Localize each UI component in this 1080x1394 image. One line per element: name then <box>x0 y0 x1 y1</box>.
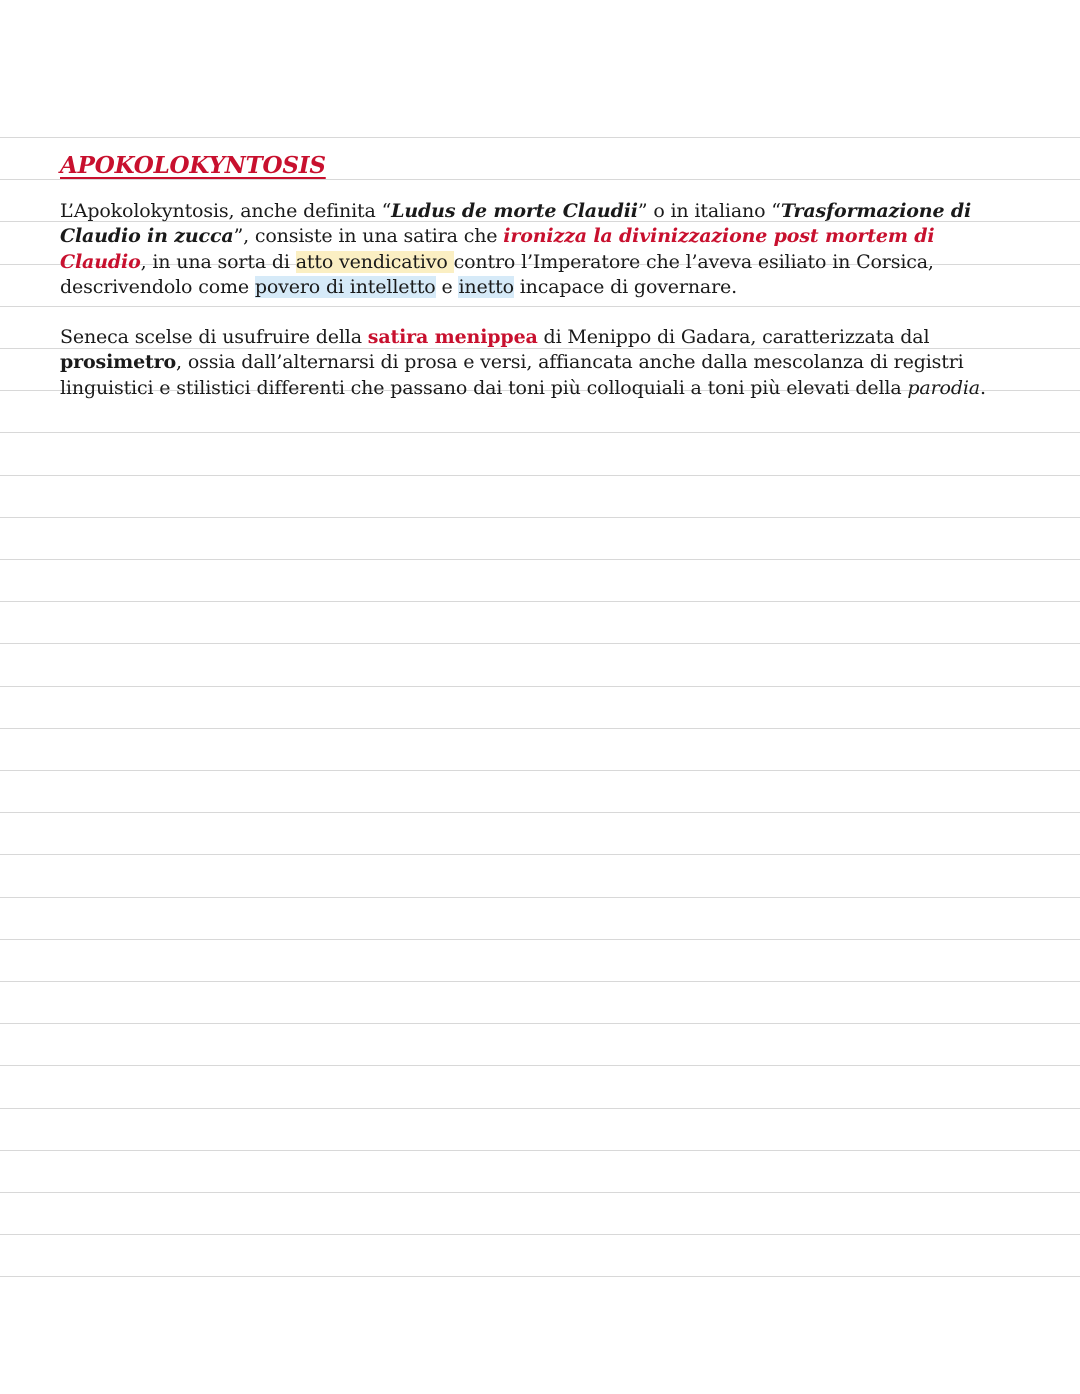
text-run: incapace di governare. <box>513 275 738 298</box>
note-content <box>60 150 1000 401</box>
page-title: APOKOLOKYNTOSIS <box>60 152 326 179</box>
key-phrase: ironizza la divinizzazione post mortem di Claudio <box>60 225 935 273</box>
ruled-line <box>0 1192 1080 1193</box>
ruled-line <box>0 981 1080 982</box>
ruled-line <box>0 643 1080 644</box>
text-run: L’Apokolokyntosis, anche definita “ <box>60 200 392 222</box>
text-run: ”, consiste in una satira che <box>233 225 504 248</box>
ruled-line <box>0 854 1080 855</box>
text-run: ” o in italiano “ <box>637 200 781 222</box>
highlight-blue: povero di intelletto <box>254 275 436 298</box>
ruled-line <box>0 812 1080 813</box>
ruled-line <box>0 517 1080 518</box>
ruled-line <box>0 770 1080 771</box>
text-run: . <box>979 376 986 399</box>
ruled-line <box>0 1234 1080 1235</box>
ruled-line <box>0 939 1080 940</box>
text-run: Seneca scelse di usufruire della <box>60 326 368 349</box>
ruled-line <box>0 1065 1080 1066</box>
paragraph-intro <box>60 199 1000 300</box>
highlight-yellow: atto vendicativo <box>295 250 454 273</box>
latin-title: Ludus de morte Claudii <box>391 200 638 222</box>
ruled-line <box>0 897 1080 898</box>
ruled-line <box>0 475 1080 476</box>
italic-term: parodia <box>907 376 980 399</box>
italian-title: Trasformazione di Claudio in zucca <box>60 200 972 248</box>
ruled-line <box>0 1150 1080 1151</box>
highlight-blue: inetto <box>458 275 514 298</box>
ruled-line <box>0 1108 1080 1109</box>
text-run: contro l’Imperatore che l’aveva esiliato in Corsica, descrivendolo come <box>60 250 934 298</box>
ruled-line <box>0 728 1080 729</box>
ruled-line <box>0 686 1080 687</box>
ruled-line <box>0 601 1080 602</box>
text-run: di Menippo di Gadara, caratterizzata dal <box>537 326 930 349</box>
bold-term: prosimetro <box>60 351 177 374</box>
ruled-line <box>0 137 1080 138</box>
paragraph-menippean-satire <box>60 325 1000 401</box>
text-run: e <box>435 275 459 298</box>
ruled-line <box>0 559 1080 560</box>
key-term: satira menippea <box>367 326 538 349</box>
text-run: , ossia dall’alternarsi di prosa e versi, affiancata anche dalla mescolanza di registri linguistici e stilistici differenti che passano dai toni più colloquiali a toni più elevati della <box>60 351 964 399</box>
ruled-line <box>0 432 1080 433</box>
text-run: , in una sorta di <box>140 250 296 273</box>
ruled-line <box>0 1023 1080 1024</box>
ruled-line <box>0 1276 1080 1277</box>
